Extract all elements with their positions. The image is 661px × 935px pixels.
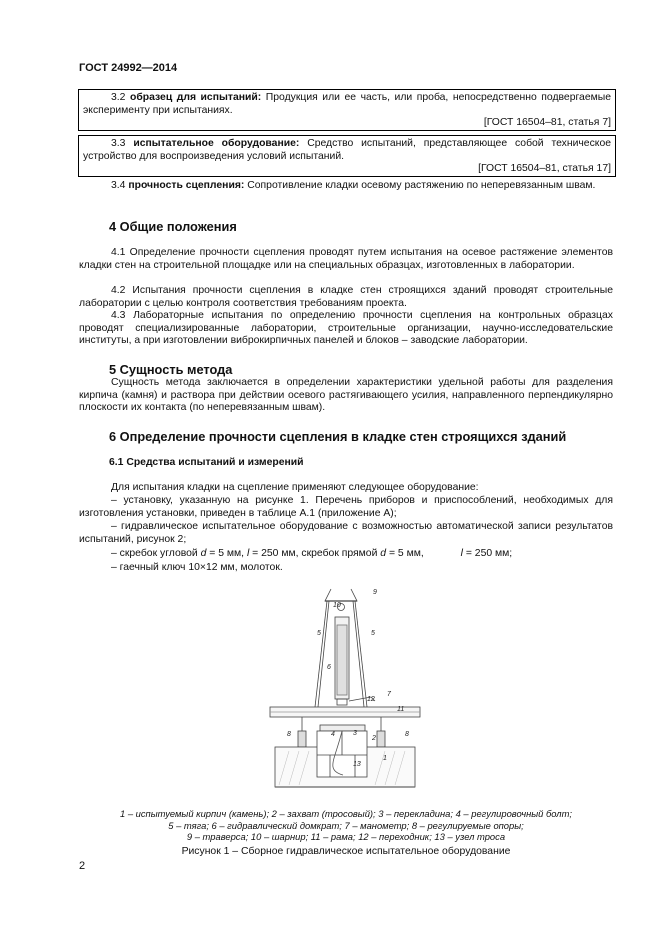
document-header: ГОСТ 24992—2014	[79, 62, 178, 74]
definition-3-4: 3.4 прочность сцепления: Сопротивление кладки осевому растяжению по неперевязанным швам.	[111, 180, 596, 191]
definition-term: прочность сцепления:	[128, 180, 245, 191]
definition-box-3-3	[78, 135, 616, 177]
fig-label-3: 3	[353, 730, 357, 737]
page-number: 2	[79, 860, 86, 872]
fig-label-9: 9	[373, 589, 377, 596]
legend-line: 1 – испытуемый кирпич (камень); 2 – захват (тросовый); 3 – перекладина; 4 – регулировочный болт;	[120, 808, 572, 819]
equipment-intro: Для испытания кладки на сцепление применяют следующее оборудование:	[111, 482, 479, 493]
fig-label-5b: 5	[371, 630, 375, 637]
fig-label-2: 2	[372, 735, 376, 742]
definition-reference: [ГОСТ 16504–81, статья 7]	[483, 117, 611, 129]
fig-label-8-left: 8	[287, 731, 291, 738]
fig-label-5: 5	[317, 630, 321, 637]
definition-term: испытательное оборудование:	[133, 138, 300, 149]
legend-line: 5 – тяга; 6 – гидравлический домкрат; 7 – манометр; 8 – регулируемые опоры;	[168, 819, 524, 831]
fig-label-10: 10	[333, 602, 341, 609]
section-6-title: 6 Определение прочности сцепления в кладке стен строящихся зданий	[109, 429, 567, 444]
definition-box-3-2	[78, 89, 616, 131]
equipment-item-4: – гаечный ключ 10×12 мм, молоток.	[111, 562, 283, 573]
fig-label-11: 11	[397, 706, 405, 713]
equipment-item-1: – установку, указанную на рисунке 1. Перечень приборов и приспособлений, необходимых для изготовления установки, приведен в таблице А.1 (приложение А);	[79, 495, 613, 519]
fig-label-13: 13	[353, 761, 361, 768]
fig-label-4: 4	[331, 731, 335, 738]
fig-label-7: 7	[387, 691, 391, 698]
paragraph-4-3: 4.3 Лабораторные испытания по определению прочности сцепления на контрольных образцах проводят специализированные лаборатории, строительные организации, научно-исследовательские институты, а при изготовлении виброкирпичных панелей и блоков – заводские лаборатории.	[79, 310, 613, 347]
equipment-item-2: – гидравлическое испытательное оборудование с возможностью автоматической записи результатов испытаний, рисунок 2;	[79, 521, 613, 545]
figure-legend	[79, 808, 613, 843]
fig-label-12: 12	[367, 696, 375, 703]
subsection-6-1-title: 6.1 Средства испытаний и измерений	[109, 457, 304, 468]
paragraph-4-1: 4.1 Определение прочности сцепления проводят путем испытания на осевое растяжение элементов кладки стен на строительной площадке или на специальных образцах, изготовленных в лаборатории.	[79, 247, 613, 271]
definition-term: образец для испытаний:	[130, 92, 262, 103]
paragraph-4-2: 4.2 Испытания прочности сцепления в кладке стен строящихся зданий проводят строительные лаборатории с целью контроля соответствия требованиям проекта.	[79, 285, 613, 309]
figure-1-drawing	[265, 585, 425, 793]
section-5-title: 5 Сущность метода	[109, 362, 233, 377]
fig-label-8-right: 8	[405, 731, 409, 738]
definition-text: 3.2 образец для испытаний: Продукция или ее часть, или проба, непосредственно подвергаемые эксперименту при испытаниях.	[83, 92, 611, 116]
definition-text: 3.3 испытательное оборудование: Средство испытаний, представляющее собой техническое устройство для воспроизведения условий испытаний.	[83, 138, 612, 162]
figure-title: Рисунок 1 – Сборное гидравлическое испытательное оборудование	[181, 846, 511, 857]
legend-line: 9 – траверса; 10 – шарнир; 11 – рама; 12 – переходник; 13 – узел троса	[186, 831, 506, 843]
fig-label-6: 6	[327, 664, 331, 671]
equipment-item-3: – скребок угловой d = 5 мм, l = 250 мм, скребок прямой d = 5 мм, l = 250 мм;	[111, 548, 513, 559]
section-4-title: 4 Общие положения	[109, 219, 237, 234]
definition-reference: [ГОСТ 16504–81, статья 17]	[478, 163, 611, 175]
fig-label-1: 1	[383, 755, 387, 762]
paragraph-5-1: Сущность метода заключается в определении характеристики удельной работы для разделения кирпича (камня) и раствора при действии осевого растягивающего усилия, направленного перпендикулярно плоскости их контакта (по неперевязанным швам).	[79, 377, 613, 414]
